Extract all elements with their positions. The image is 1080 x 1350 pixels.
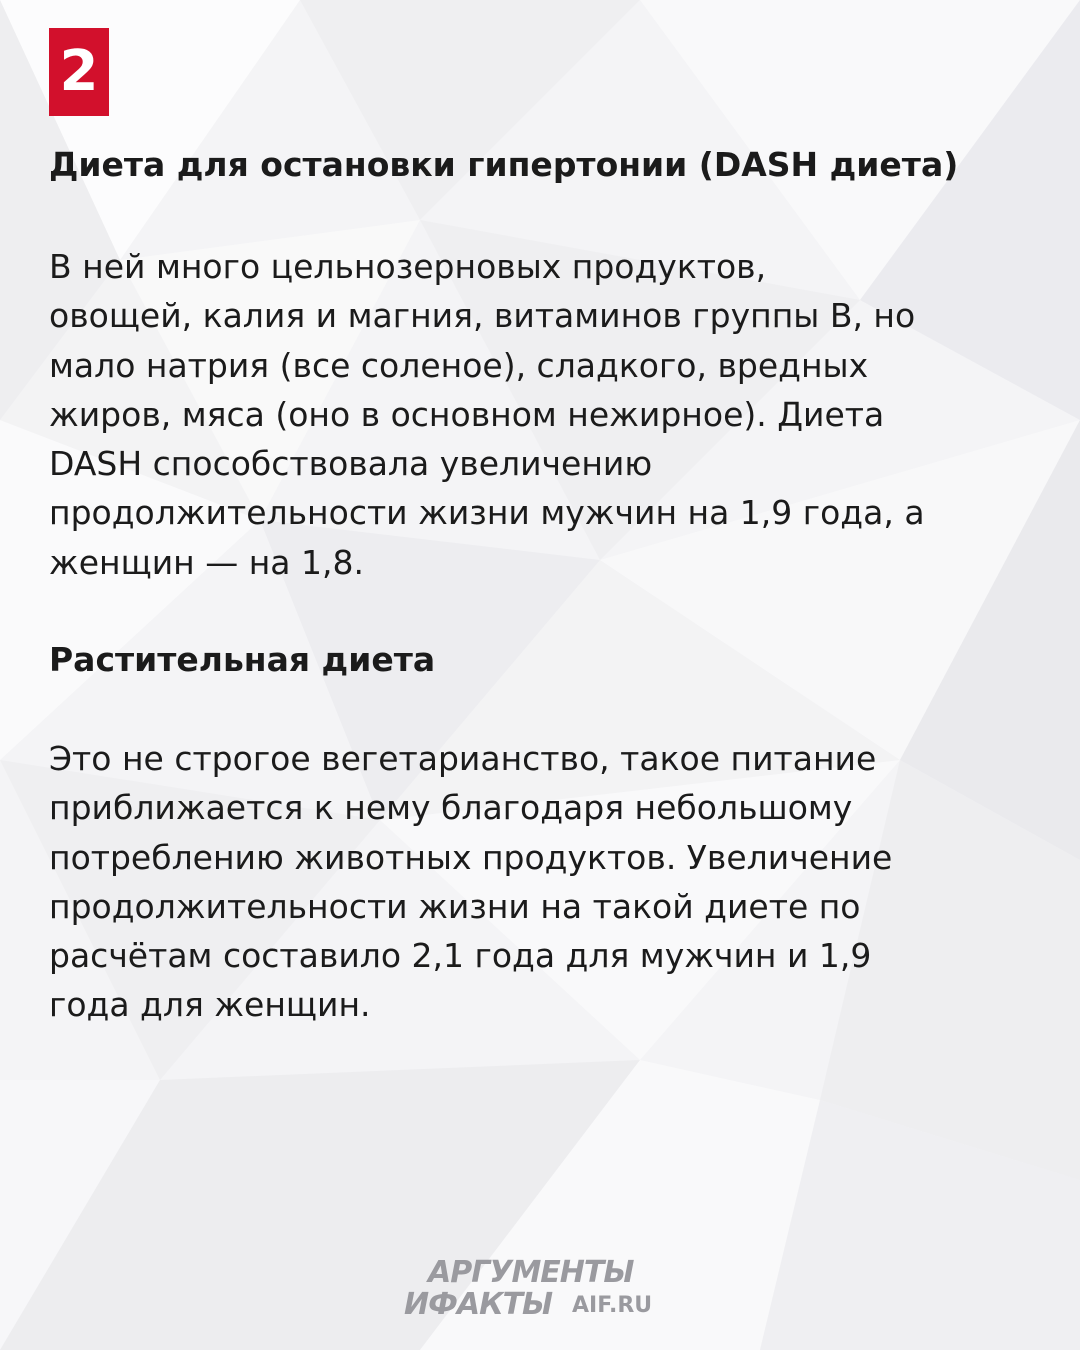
paragraph-line: DASH способствовала увеличению xyxy=(49,444,653,484)
paragraph-line: продолжительности жизни на такой диете по xyxy=(49,886,861,926)
paragraph-line: приближается к нему благодаря небольшому xyxy=(49,788,853,828)
aif-logo xyxy=(400,1255,690,1325)
section-heading: Растительная диета xyxy=(49,640,436,679)
logo-line-top: АРГУМЕНТЫ xyxy=(428,1255,634,1290)
paragraph-line: Это не строгое вегетарианство, такое питание xyxy=(49,739,877,778)
paragraph-line: потреблению животных продуктов. Увеличение xyxy=(49,837,893,877)
paragraph-line: овощей, калия и магния, витаминов группы В, но xyxy=(49,296,916,336)
paragraph-line: расчётам составило 2,1 года для мужчин и 1,9 xyxy=(49,936,872,976)
paragraph-line: жиров, мяса (оно в основном нежирное). Диета xyxy=(49,394,885,434)
paragraph-line: продолжительности жизни мужчин на 1,9 года, а xyxy=(49,493,925,533)
paragraph-line: женщин — на 1,8. xyxy=(49,542,364,582)
section-heading: Диета для остановки гипертонии (DASH диета) xyxy=(49,145,959,184)
paragraph-line: мало натрия (все соленое), сладкого, вредных xyxy=(49,345,869,385)
page-number-badge: 2 xyxy=(49,28,109,116)
logo-line-bottom: ИФАКТЫ xyxy=(404,1287,553,1322)
paragraph-line: В ней много цельнозерновых продуктов, xyxy=(49,247,767,286)
section-paragraph xyxy=(49,734,1049,1030)
section-paragraph xyxy=(49,242,1049,587)
logo-site: AIF.RU xyxy=(572,1293,653,1318)
paragraph-line: года для женщин. xyxy=(49,985,371,1025)
